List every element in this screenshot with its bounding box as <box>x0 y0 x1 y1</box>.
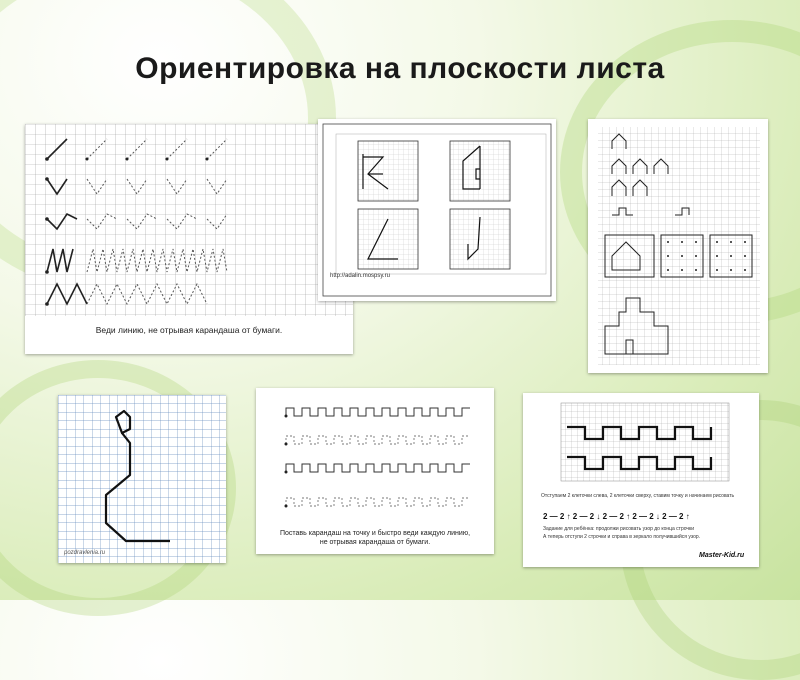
worksheet-pear <box>58 395 226 563</box>
worksheet-caption: Веди линию, не отрывая карандаша от бумаги. <box>95 325 283 335</box>
worksheet-copy-figures <box>318 119 556 301</box>
worksheet-houses <box>588 119 768 373</box>
worksheet-meander <box>256 388 494 554</box>
instruction-bottom-2: А теперь отступи 2 строчки и справа в зеркало получившийся узор. <box>543 534 701 540</box>
grid-lines-drawing <box>25 124 353 354</box>
instruction-top: Отступаем 2 клеточки слева, 2 клеточки сверху, ставим точку и начинаем рисовать <box>541 493 735 499</box>
worksheet-pattern-mirror <box>523 393 759 567</box>
meander-caption-line2: не отрывая карандаша от бумаги. <box>319 539 431 546</box>
svg-text:2 — 2 ↑ 2 — 2 ↓ 2 — 2 ↑ 2 — 2: 2 — 2 ↑ 2 — 2 ↓ 2 — 2 ↑ 2 — 2 ↓ 2 — 2 ↑ <box>543 512 690 521</box>
watermark: pozdravlenia.ru <box>64 550 106 556</box>
meander-caption-line1: Поставь карандаш на точку и быстро веди каждую линию, <box>279 530 471 537</box>
source-url: http://adalin.mospsy.ru <box>330 273 390 279</box>
worksheet-continue-lines <box>25 124 353 354</box>
pear-drawing <box>58 395 226 563</box>
houses-drawing <box>588 119 768 373</box>
master-kid-logo: Master-Kid.ru <box>699 552 745 559</box>
slide-title: Ориентировка на плоскости листа <box>135 52 665 85</box>
instruction-bottom-1: Задание для ребёнка: продолжи рисовать узор до конца строчки <box>543 526 695 532</box>
pattern-mirror-drawing <box>523 393 759 567</box>
